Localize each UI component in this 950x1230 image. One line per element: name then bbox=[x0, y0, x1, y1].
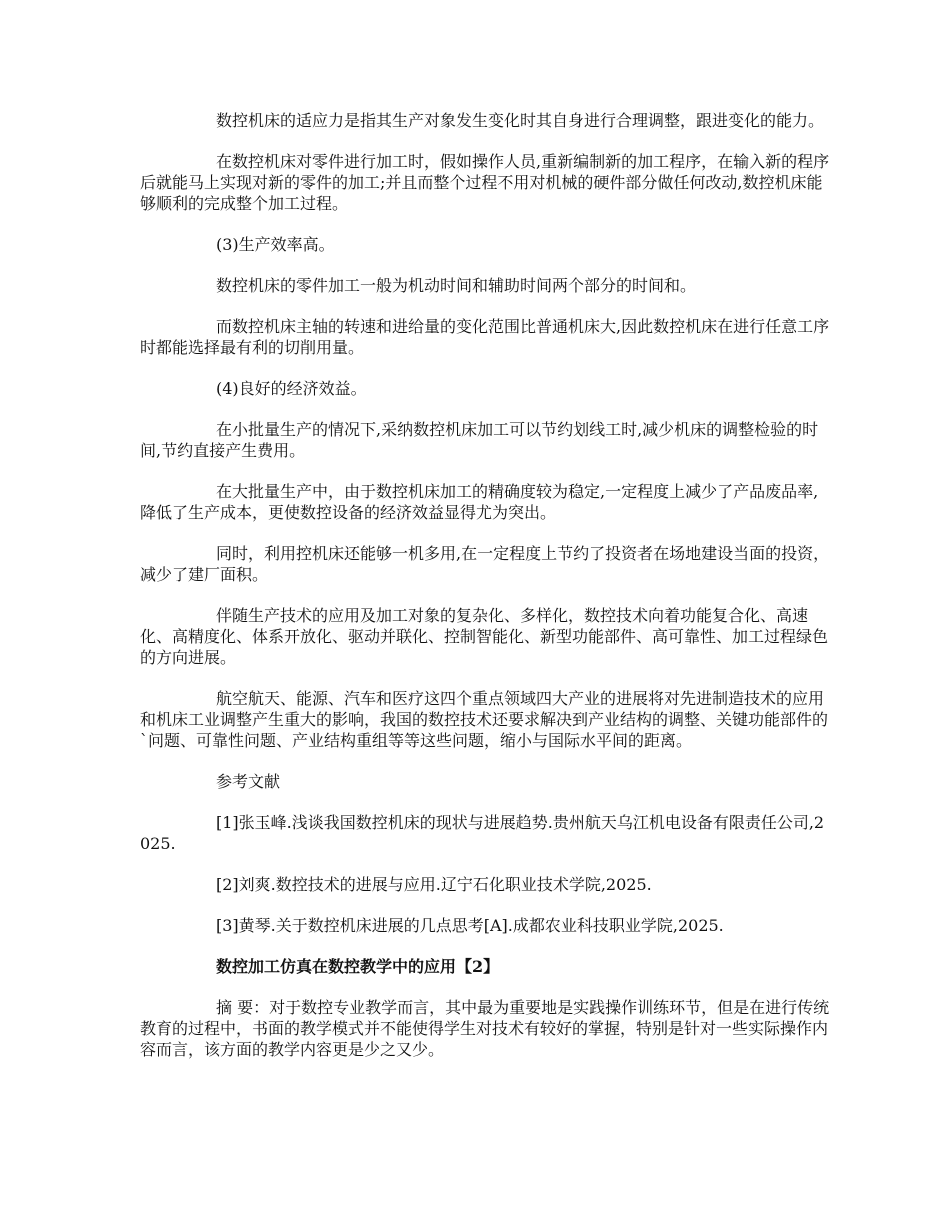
paragraph-item-4-heading: (4)良好的经济效益。 bbox=[216, 379, 367, 398]
references-heading: 参考文献 bbox=[216, 772, 281, 791]
paragraph-spindle-speed: 而数控机床主轴的转速和进给量的变化范围比普通机床大,因此数控机床在进行任意工序时都能选择最有利的切削用量。 bbox=[140, 317, 830, 357]
document-body bbox=[140, 110, 830, 1080]
paragraph-key-industries: 航空航天、能源、汽车和医疗这四个重点领域四大产业的进展将对先进制造技术的应用和机床工业调整产生重大的影响，我国的数控技术还要求解决到产业结构的调整、关键功能部件的`问题、可靠性问题、产业结构重组等等这些问题，缩小与国际水平间的距离。 bbox=[140, 689, 829, 750]
reference-item-2: [2]刘爽.数控技术的进展与应用.辽宁石化职业技术学院,2025. bbox=[216, 875, 652, 894]
reference-item-1: [1]张玉峰.浅谈我国数控机床的现状与进展趋势.贵州航天乌江机电设备有限责任公司,2025. bbox=[140, 813, 825, 853]
paragraph-small-batch: 在小批量生产的情况下,采纳数控机床加工可以节约划线工时,减少机床的调整检验的时间,节约直接产生费用。 bbox=[140, 420, 819, 460]
abstract-paragraph: 摘 要：对于数控专业教学而言，其中最为重要地是实践操作训练环节，但是在进行传统教育的过程中，书面的教学模式并不能使得学生对技术有较好的掌握，特别是针对一些实际操作内容而言，该方面的教学内容更是少之又少。 bbox=[140, 998, 830, 1059]
reference-item-3: [3]黄琴.关于数控机床进展的几点思考[A].成都农业科技职业学院,2025. bbox=[216, 916, 724, 935]
paragraph-multi-use: 同时，利用控机床还能够一机多用,在一定程度上节约了投资者在场地建设当面的投资，减少了建厂面积。 bbox=[140, 544, 830, 584]
paragraph-item-3-heading: (3)生产效率高。 bbox=[216, 235, 335, 254]
section-title: 数控加工仿真在数控教学中的应用【2】 bbox=[216, 957, 500, 976]
paragraph-large-batch: 在大批量生产中，由于数控机床加工的精确度较为稳定,一定程度上减少了产品废品率,降低了生产成本，更使数控设备的经济效益显得尤为突出。 bbox=[140, 482, 819, 522]
paragraph-machining-time: 数控机床的零件加工一般为机动时间和辅助时间两个部分的时间和。 bbox=[216, 276, 697, 295]
paragraph-development-trend: 伴随生产技术的应用及加工对象的复杂化、多样化，数控技术向着功能复合化、高速化、高精度化、体系开放化、驱动并联化、控制智能化、新型功能部件、高可靠性、加工过程绿色的方向进展。 bbox=[140, 606, 829, 667]
paragraph-adaptability-definition: 数控机床的适应力是指其生产对象发生变化时其自身进行合理调整，跟进变化的能力。 bbox=[216, 111, 825, 130]
paragraph-adaptability-detail: 在数控机床对零件进行加工时，假如操作人员,重新编制新的加工程序，在输入新的程序后就能马上实现对新的零件的加工;并且而整个过程不用对机械的硬件部分做任何改动,数控机床能够顺利的完成整个加工过程。 bbox=[140, 152, 830, 213]
